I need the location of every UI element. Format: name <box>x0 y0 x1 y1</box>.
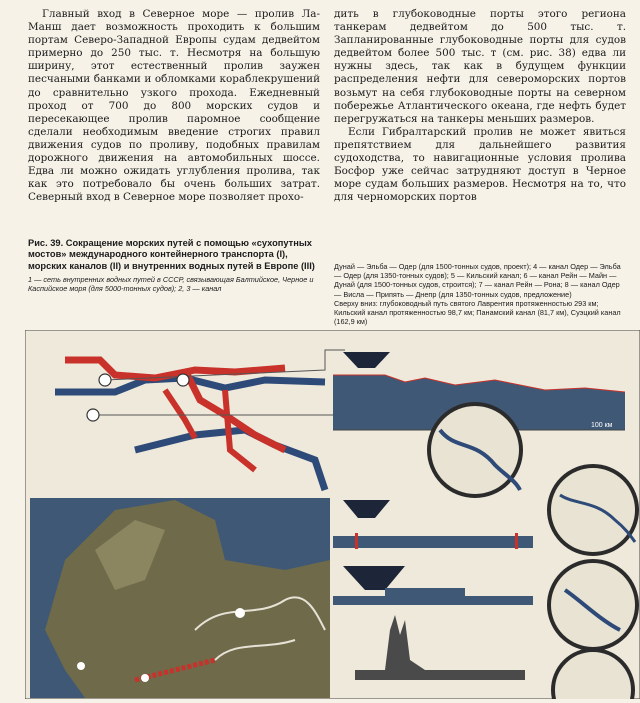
figure-svg <box>25 330 640 699</box>
relief-map <box>30 498 330 698</box>
route-marker <box>177 374 189 386</box>
map-marker <box>235 608 245 618</box>
text-column-right <box>334 8 626 204</box>
detail-inset <box>549 561 637 649</box>
route-marker <box>99 374 111 386</box>
figure-caption-legend: Дунай — Эльба — Одер (для 1500-тонных судов, проект); 4 — канал Одер — Эльба — Одер (для 1350-тонных судов); 5 — Кильский канал; 6 — канал Рейн — Майн — Дунай (для 1500-тонных судов, строится); 7 — канал Рейн — Рона; 8 — канал Одер — Висла — Припять — Днепр (для 1350-тонных судов, предложение) <box>334 262 621 299</box>
paragraph: Если Гибралтарский пролив не может явиться препятствием для дальнейшего развития судоходства, то навигационные условия пролива Босфор уже сейчас затрудняют доступ в Черное море судам больших размеров. Несмотря на то, что для черноморских портов <box>334 125 626 204</box>
profile-depth <box>333 536 533 548</box>
figure-caption-left <box>28 238 320 294</box>
map-marker <box>141 674 149 682</box>
lock-marker <box>515 533 518 549</box>
detail-inset <box>549 466 637 554</box>
paragraph: дить в глубоководные порты этого региона танкерам дедвейтом до 500 тыс. т. Запланированные глубоководные порты для судов дедвейтом более 500 тыс. т (см. рис. 38) едва ли нужны здесь, так как в будущем функции распределения нефти для североморских портов возьмут на себя глубоководные порты на северном побережье Атлантического океана, где нефть будет перегружаться на танкеры меньших размеров. <box>334 8 626 125</box>
figure-caption-legend: 1 — сеть внутренних водных путей в СССР, связывающая Балтийское, Черное и Каспийское моря (для 5000-тонных судов); 2, 3 — канал <box>28 275 314 294</box>
route-marker <box>87 409 99 421</box>
figure-caption-legend-2: Сверху вниз: глубоководный путь святого Лаврентия протяженностью 293 км; Кильский канал протяженностью 98,7 км; Панамский канал (81,7 км), Суэцкий канал (162,9 км) <box>334 298 621 327</box>
paragraph: Главный вход в Северное море — пролив Ла-Манш дает возможность проходить к большим портам Северо-Западной Европы судам дедвейтом примерно до 250 тыс. т. Несмотря на большую ширину, этот естественный пролив заужен песчаными банками и обломками кораблекрушений до сравнительно узкого прохода. Ежедневный проход от 700 до 800 морских судов и пересекающее пролив паромное сообщение сделали необходимым введение строгих правил движения судов по проливу, подобных правилам дорожного движения на автомобильных шоссе. Едва ли можно ожидать углубления пролива, так как это потребовало бы очень больших затрат. Северный вход в Северное море позволяет прохо- <box>28 8 320 204</box>
figure-caption-right <box>334 262 624 326</box>
lock-marker <box>355 533 358 549</box>
scale-label: 100 км <box>591 422 613 429</box>
figure-caption-title: Рис. 39. Сокращение морских путей с помощью «сухопутных мостов» международного контейнерного транспорта (I), морских каналов (II) и внутренних водных путей в Европе (III) <box>28 238 315 271</box>
text-column-left <box>28 8 320 204</box>
figure-illustration <box>25 330 640 699</box>
map-marker <box>77 662 85 670</box>
